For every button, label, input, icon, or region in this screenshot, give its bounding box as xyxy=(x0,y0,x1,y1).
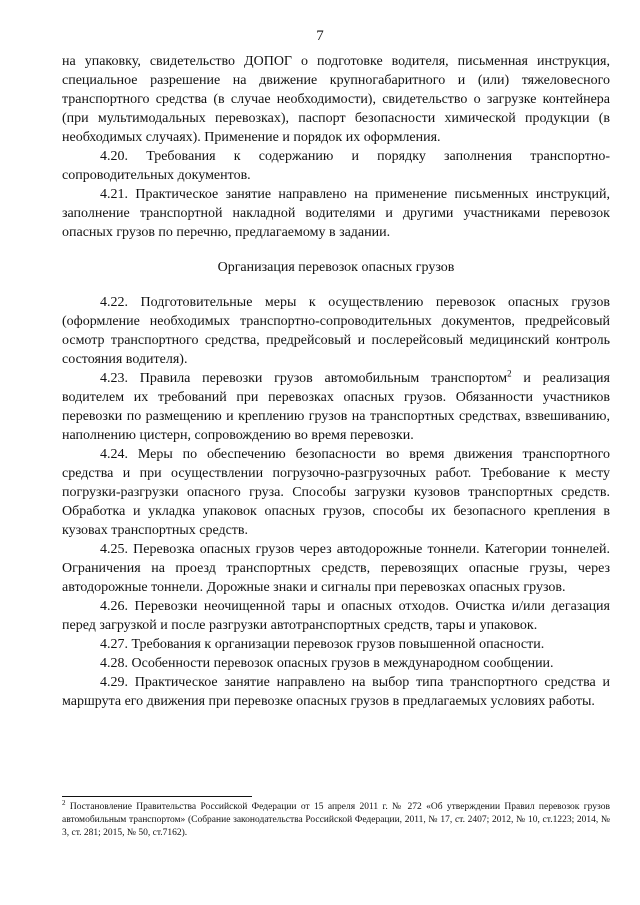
paragraph-4-28: 4.28. Особенности перевозок опасных грузов в международном сообщении. xyxy=(100,656,554,671)
footnote-text: Постановление Правительства Российской Федерации от 15 апреля 2011 г. № 272 «Об утверждении Правил перевозок грузов автомобильным транспортом» (Собрание законодательства Российской Федерации, 2011, № 17, ст. 2407; 2012, № 10, ст.1223; 2014, № 3, ст. 281; 2015, № 50, ст.7162). xyxy=(62,802,610,838)
paragraph-4-27: 4.27. Требования к организации перевозок грузов повышенной опасности. xyxy=(100,637,545,652)
paragraph-4-22: 4.22. Подготовительные меры к осуществлению перевозок опасных грузов (оформление необходимых транспортно-сопроводительных документов, предрейсовый осмотр транспортного средства, предрейсовый и послерейсовый медицинский контроль состояния водителя). xyxy=(62,295,610,367)
paragraph-4-25: 4.25. Перевозка опасных грузов через автодорожные тоннели. Категории тоннелей. Ограничения на проезд транспортных средств, перевозящих опасные грузы, через автодорожные тоннели. Дорожные знаки и сигналы при перевозках опасных грузов. xyxy=(62,542,610,595)
main-text xyxy=(62,52,610,711)
paragraph-4-20: 4.20. Требования к содержанию и порядку заполнения транспортно-сопроводительных документов. xyxy=(62,149,610,183)
page-number: 7 xyxy=(316,28,324,44)
footnote xyxy=(62,798,610,840)
footnote-divider xyxy=(62,796,252,797)
paragraph-4-23 xyxy=(62,369,610,445)
paragraph-continuation: на упаковку, свидетельство ДОПОГ о подготовке водителя, письменная инструкция, специальное разрешение на движение крупногабаритного и (или) тяжеловесного транспортного средства (в случае необходимости), свидетельство о загрузке контейнера (при мультимодальных перевозках), паспорт безопасности химической продукции (в необходимых случаях). Применение и порядок их оформления. xyxy=(62,54,610,145)
paragraph-4-29: 4.29. Практическое занятие направлено на выбор типа транспортного средства и маршрута его движения при перевозке опасных грузов в предлагаемых условиях работы. xyxy=(62,675,610,709)
footnote-reference: 2 xyxy=(507,368,512,379)
paragraph-4-26: 4.26. Перевозки неочищенной тары и опасных отходов. Очистка и/или дегазация перед загрузкой и после разгрузки автотранспортных средств, тары и упаковок. xyxy=(62,599,610,633)
paragraph-4-21: 4.21. Практическое занятие направлено на применение письменных инструкций, заполнение транспортной накладной водителями и другими участниками перевозок опасных грузов по перечню, предлагаемому в задании. xyxy=(62,187,610,240)
paragraph-4-24: 4.24. Меры по обеспечению безопасности во время движения транспортного средства и при осуществлении погрузочно-разгрузочных работ. Требование к месту погрузки-разгрузки опасного груза. Способы загрузки кузовов транспортных средств. Обработка и укладка упаковок опасных грузов, способы их безопасного крепления в кузовах транспортных средств. xyxy=(62,447,610,538)
paragraph-4-23-end: и реализация водителем их требований при перевозках опасных грузов. Обязанности участников перевозки по размещению и креплению грузов на транспортных средствах, взвешиванию, наполнению цистерн, сопровождению во время перевозки. xyxy=(62,371,610,443)
section-heading: Организация перевозок опасных грузов xyxy=(217,260,455,275)
footnote-mark: 2 xyxy=(62,798,66,807)
paragraph-4-23-start: 4.23. Правила перевозки грузов автомобильным транспортом xyxy=(100,371,508,386)
